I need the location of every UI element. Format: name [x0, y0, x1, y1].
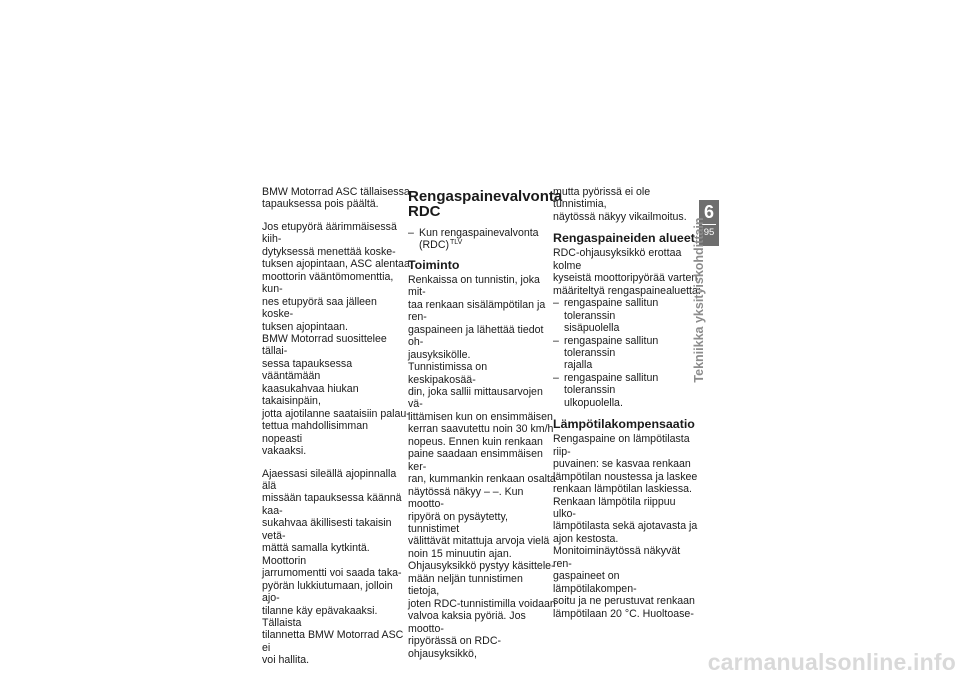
text-line: tilanne käy epävakaaksi. Tällaista [262, 604, 378, 629]
text-line: littämisen kun on ensimmäisen [408, 410, 553, 423]
text-line: sukahvaa äkillisesti takaisin vetä- [262, 517, 392, 542]
text-line: vakaaksi. [262, 445, 307, 458]
option-line-1: Kun rengaspainevalvonta [419, 227, 539, 239]
paragraph-slippery-surface [262, 468, 410, 667]
text-line: rengaspaine sallitun toleranssin [564, 297, 659, 322]
text-line: rengaspaine sallitun toleranssin [564, 334, 659, 359]
text-line: RDC-ohjausyksikkö erottaa kolme [553, 247, 682, 272]
text-line: pyörän lukkiutumaan, jolloin ajo- [262, 579, 393, 605]
subheading-temperature-compensation: Lämpötilakompensaatio [553, 417, 695, 432]
paragraph-continuation [553, 186, 701, 223]
text-line: jotta ajotilanne saataisiin palau- [262, 407, 410, 420]
subheading-toiminto: Toiminto [408, 257, 460, 272]
text-line: näytössä näkyy vikailmoitus. [553, 210, 687, 223]
text-line: gaspaineet on lämpötilakompen- [553, 570, 637, 595]
text-line: missään tapauksessa käännä kaa- [262, 492, 402, 517]
subheading-pressure-ranges: Rengaspaineiden alueet [553, 231, 695, 246]
text-line: Ajaessasi sileällä ajopinnalla älä [262, 467, 397, 492]
text-line: ran, kummankin renkaan osalta [408, 473, 556, 486]
text-line: jausyksikölle. [408, 348, 471, 361]
option-line-2: (RDC) [419, 239, 450, 252]
text-line: jarrumomentti voi saada taka- [262, 567, 402, 580]
column-3 [553, 186, 701, 620]
section-heading-rdc [408, 188, 563, 220]
page-number: 95 [703, 227, 715, 238]
list-item [553, 297, 701, 334]
option-note [408, 227, 556, 252]
text-line: tuksen ajopintaan, ASC alentaa [262, 258, 410, 271]
text-line: Monitoiminäytössä näkyvät ren- [553, 545, 681, 570]
text-line: noin 15 minuutin ajan. [408, 547, 512, 560]
list-item-text [564, 297, 701, 334]
column-1 [262, 186, 410, 667]
text-line: Renkaissa on tunnistin, joka mit- [408, 273, 540, 299]
text-line: Renkaan lämpötila riippuu ulko- [553, 495, 676, 520]
text-line: paine saadaan ensimmäisen ker- [408, 448, 543, 473]
text-line: ulkopuolella. [564, 396, 623, 409]
text-line: kyseistä moottoripyörää varten [553, 272, 698, 285]
text-line: lämpötilan noustessa ja laskee [553, 470, 698, 483]
text-line: Rengaspaine on lämpötilasta riip- [553, 433, 690, 458]
text-line: taa renkaan sisälämpötilan ja ren- [408, 298, 546, 324]
text-line: BMW Motorrad ASC tällaisessa [262, 186, 410, 198]
list-item-text [564, 335, 701, 372]
list-dash: – [553, 334, 559, 347]
text-line: mutta pyörissä ei ole tunnistimia, [553, 186, 651, 211]
option-superscript: TLV [450, 238, 463, 246]
text-line: moottorin vääntömomenttia, kun- [262, 270, 394, 296]
text-line: tuksen ajopintaan. [262, 320, 348, 333]
text-line: mään neljän tunnistimen tietoja, [408, 572, 523, 598]
paragraph-toiminto [408, 274, 556, 660]
text-line: ripyörässä on RDC-ohjausyksikkö, [408, 635, 502, 660]
text-line: valvoa kaksia pyöriä. Jos mootto- [408, 610, 526, 635]
text-line: sessa tapauksessa vääntämään [262, 357, 353, 383]
column-2 [408, 186, 563, 660]
text-line: RDC [408, 203, 441, 220]
text-line: rajalla [564, 359, 593, 372]
text-line: gaspaineen ja lähettää tiedot oh- [408, 323, 544, 349]
text-line: ajon kestosta. [553, 532, 619, 545]
text-line: Jos etupyörä äärimmäisessä kiih- [262, 220, 397, 246]
text-line: Rengaspainevalvonta [408, 188, 563, 205]
list-dash: – [553, 297, 559, 310]
text-line: lämpötilasta sekä ajotavasta ja [553, 520, 698, 533]
text-line: puvainen: se kasvaa renkaan [553, 458, 691, 471]
text-line: määriteltyä rengaspainealuetta: [553, 284, 701, 297]
text-line: näytössä näkyy – –. Kun mootto- [408, 485, 524, 511]
text-line: nes etupyörä saa jälleen koske- [262, 295, 377, 321]
text-line: ripyörä on pysäytetty, tunnistimet [408, 510, 508, 535]
text-line: dytyksessä menettää koske- [262, 245, 396, 258]
text-line: tapauksessa pois päältä. [262, 198, 379, 211]
paragraph-asc-off [262, 186, 410, 211]
text-line: Tunnistimissa on keskipakosää- [408, 361, 488, 386]
text-line: kaasukahvaa hiukan takaisinpäin, [262, 382, 359, 408]
watermark: carmanualsonline.info [707, 649, 956, 675]
list-item-text [564, 372, 701, 409]
text-line: rengaspaine sallitun toleranssin [564, 371, 659, 397]
text-line: BMW Motorrad suosittelee tällai- [262, 332, 387, 358]
text-line: voi hallita. [262, 654, 310, 667]
chapter-side-title: Tekniikka yksityiskohdittain [692, 217, 706, 383]
text-line: soitu ja ne perustuvat renkaan [553, 595, 695, 608]
text-line: renkaan lämpötilan laskiessa. [553, 483, 692, 496]
list-dash: – [553, 371, 559, 384]
text-line: välittävät mitattuja arvoja vielä [408, 535, 550, 548]
text-line: lämpötilaan 20 °C. Huoltoase- [553, 607, 694, 620]
paragraph-front-wheel-contact [262, 221, 410, 458]
paragraph-temperature-compensation [553, 433, 701, 620]
text-line: nopeus. Ennen kuin renkaan [408, 435, 543, 448]
text-line: kerran saavutettu noin 30 km/h [408, 423, 554, 436]
text-line: mättä samalla kytkintä. Moottorin [262, 542, 370, 567]
text-line: tettua mahdollisimman nopeasti [262, 420, 368, 445]
text-line: joten RDC-tunnistimilla voidaan [408, 597, 556, 610]
text-line: Ohjausyksikkö pystyy käsittele- [408, 560, 555, 573]
list-item [553, 372, 701, 409]
text-line: din, joka sallii mittausarvojen vä- [408, 385, 543, 411]
chapter-number: 6 [703, 202, 714, 222]
paragraph-pressure-ranges-intro [553, 247, 701, 297]
text-line: sisäpuolella [564, 322, 620, 335]
option-dash: – [408, 227, 414, 239]
text-line: tilannetta BMW Motorrad ASC ei [262, 629, 404, 654]
list-item [553, 335, 701, 372]
